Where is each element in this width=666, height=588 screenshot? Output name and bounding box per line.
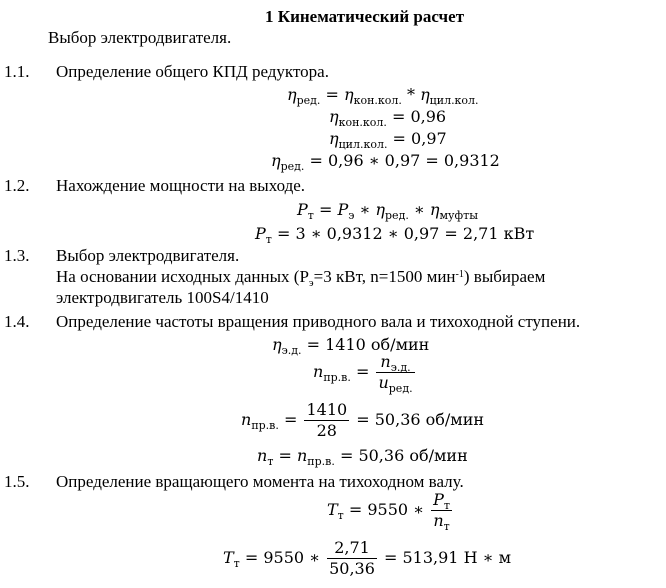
section-heading: Определение частоты вращения приводного вала и тихоходной ступени. <box>56 312 581 331</box>
formula-power-result: $P_т = 3$ ∗ 0,9312 ∗ 0,97 = 2,71 кВт <box>255 224 535 246</box>
section-body-line: электродвигатель 100S4/1410 <box>56 288 269 307</box>
formula-drive-shaft-speed: $n_{пр.в.}$ = $\frac{n_{э.д.}}{u_{ред.}}$ <box>313 352 413 395</box>
formula-drive-shaft-speed-result: $n_{пр.в.}$ = $\frac{1410}{28}$ = 50,36 об/мин <box>241 400 485 440</box>
section-number: 1.5. <box>4 472 30 491</box>
formula-torque: $T_т = 9550$ ∗ $\frac{P_т}{n_т}$ <box>327 490 450 533</box>
section-heading: Определение общего КПД редуктора. <box>56 62 329 81</box>
formula-eta-bevel: $\eta_{кон.кол.} = 0,96$ <box>329 107 447 129</box>
section-heading: Выбор электродвигателя. <box>56 246 240 265</box>
section-number: 1.3. <box>4 246 30 265</box>
formula-power-output: $P_т = P_э$ ∗ $\eta_{ред.}$ ∗ $\eta_{муфты}$ <box>297 200 478 222</box>
section-body-line: На основании исходных данных ($P_э=3$ кВт, n=1500 мин$^{-1}$) выбираем <box>56 267 546 289</box>
section-number: 1.4. <box>4 312 30 331</box>
formula-motor-speed: $\eta_{э.д.} = 1410$ об/мин <box>272 335 430 357</box>
formula-output-speed: $n_т = n_{пр.в.} = 50,36$ об/мин <box>257 446 468 468</box>
formula-eta-cylindrical: $\eta_{цил.кол.} = 0,97$ <box>329 129 447 151</box>
section-title: 1 Кинематический расчет <box>265 7 465 26</box>
formula-eta-result: $\eta_{ред.} = 0,96$ ∗ 0,97 = 0,9312 <box>271 151 500 173</box>
formula-torque-result: $T_т = 9550$ ∗ $\frac{2,71}{50,36}$ = 513,91 Н ∗ м <box>223 538 512 578</box>
section-heading: Нахождение мощности на выходе. <box>56 176 306 195</box>
section-number: 1.1. <box>4 62 30 81</box>
formula-eta-reducer: $\eta_{ред.} = \eta_{кон.кол.} * \eta_{цил.кол.}$ <box>287 85 479 107</box>
section-number: 1.2. <box>4 176 30 195</box>
subtitle: Выбор электродвигателя. <box>48 28 232 47</box>
section-heading: Определение вращающего момента на тихоходном валу. <box>56 472 464 491</box>
